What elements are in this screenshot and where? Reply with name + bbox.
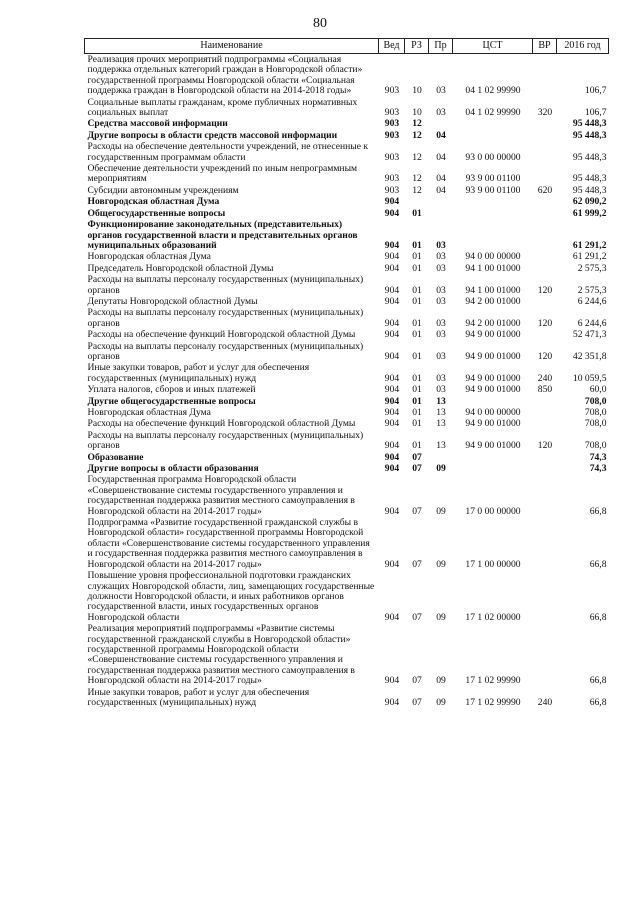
cell-rz: 01: [412, 384, 422, 396]
cell-sum: 95 448,3: [572, 184, 607, 196]
cell-vr: [533, 329, 557, 340]
table-row: [85, 196, 609, 207]
cell-cst: [453, 463, 533, 474]
cell-cst: 17 1 02 99990: [465, 696, 521, 708]
table-body: [85, 54, 609, 709]
cell-vr: [533, 118, 557, 129]
cell-vr: [533, 517, 557, 570]
cell-pr: 09: [436, 611, 446, 623]
cell-cst: [453, 130, 533, 141]
cell-pr: 03: [436, 372, 446, 384]
cell-name: Расходы на обеспечение функций Новгородской областной Думы: [87, 418, 356, 430]
cell-ved: 904: [384, 451, 400, 463]
cell-cst: 17 1 00 00000: [465, 558, 521, 570]
cell-cst: 94 9 00 01000: [465, 372, 521, 384]
cell-cst: 94 9 00 01000: [465, 329, 521, 341]
cell-pr: 03: [436, 384, 446, 396]
cell-name: Уплата налогов, сборов и иных платежей: [87, 384, 256, 396]
cell-pr: [429, 208, 453, 219]
cell-pr: 03: [436, 239, 446, 251]
cell-ved: 903: [384, 129, 400, 141]
cell-ved: 904: [384, 696, 400, 708]
cell-sum: 2 575,3: [577, 284, 607, 296]
cell-pr: 03: [436, 262, 446, 274]
table-row: [85, 118, 609, 129]
cell-rz: 12: [412, 129, 422, 141]
cell-rz: 01: [412, 239, 422, 251]
table-row: [85, 163, 609, 185]
cell-vr: 120: [537, 350, 553, 362]
cell-sum: 62 090,2: [572, 196, 607, 208]
cell-pr: 03: [436, 329, 446, 341]
cell-cst: 04 1 02 99990: [465, 107, 521, 119]
cell-rz: 01: [412, 207, 422, 219]
cell-rz: 07: [412, 611, 422, 623]
cell-sum: 708,0: [584, 407, 607, 418]
cell-cst: 94 1 00 01000: [465, 262, 521, 274]
cell-vr: 120: [537, 317, 553, 329]
cell-sum: 2 575,3: [577, 262, 607, 274]
cell-pr: [429, 196, 453, 207]
cell-sum: 66,8: [589, 558, 607, 570]
cell-ved: 903: [384, 184, 400, 196]
header-name: Наименование: [85, 39, 379, 54]
cell-pr: 03: [436, 85, 446, 97]
cell-ved: 904: [384, 239, 400, 251]
cell-cst: 17 0 00 00000: [465, 505, 521, 517]
cell-ved: 904: [384, 384, 400, 396]
table-row: [85, 341, 609, 363]
cell-ved: 904: [384, 611, 400, 623]
cell-ved: 904: [384, 295, 400, 307]
cell-rz: 10: [412, 85, 422, 97]
cell-rz: 10: [412, 107, 422, 119]
cell-cst: 94 1 00 01000: [465, 284, 521, 296]
cell-cst: [453, 208, 533, 219]
table-row: [85, 219, 609, 251]
cell-vr: [533, 251, 557, 262]
cell-rz: 01: [412, 395, 422, 407]
cell-ved: 904: [384, 675, 400, 687]
cell-ved: 904: [384, 262, 400, 274]
cell-pr: 04: [436, 173, 446, 185]
table-row: [85, 251, 609, 262]
cell-vr: [533, 163, 557, 185]
cell-name: Новгородская областная Дума: [87, 251, 211, 263]
cell-ved: 903: [384, 173, 400, 185]
table-row: [85, 141, 609, 163]
cell-rz: 01: [412, 372, 422, 384]
cell-rz: 01: [412, 418, 422, 430]
cell-ved: 903: [384, 85, 400, 97]
cell-pr: 13: [436, 407, 446, 418]
cell-name: Подпрограмма «Развитие государственной гражданской службы в Новгородской области» государственной программы Новгородской области «Совершенствование системы государственного управления и государственная поддержка развития местного самоуправления в Новгородской области на 2014-2017 годы»: [87, 517, 370, 570]
cell-ved: 904: [384, 558, 400, 570]
cell-name: Депутаты Новгородской областной Думы: [87, 295, 258, 307]
cell-vr: [533, 452, 557, 463]
cell-cst: 17 1 02 99990: [465, 675, 521, 687]
cell-sum: 708,0: [584, 440, 607, 452]
cell-ved: 904: [384, 329, 400, 341]
cell-rz: [405, 196, 429, 207]
cell-vr: [533, 570, 557, 623]
cell-pr: 13: [436, 418, 446, 430]
cell-name: Субсидии автономным учреждениям: [87, 184, 239, 196]
table-row: [85, 329, 609, 340]
table-row: [85, 307, 609, 329]
table-row: [85, 430, 609, 452]
table-row: [85, 687, 609, 709]
cell-cst: 93 9 00 01100: [465, 184, 521, 196]
cell-ved: 903: [384, 151, 400, 163]
cell-rz: 01: [412, 329, 422, 341]
cell-name: Расходы на выплаты персоналу государственных (муниципальных) органов: [87, 429, 364, 452]
cell-name: Расходы на выплаты персоналу государственных (муниципальных) органов: [87, 307, 364, 329]
cell-name: Новгородская областная Дума: [87, 407, 211, 418]
header-pr: Пр: [429, 39, 453, 54]
cell-sum: 66,8: [589, 505, 607, 517]
cell-name: Расходы на обеспечение функций Новгородской областной Думы: [87, 329, 356, 341]
cell-name: Реализация прочих мероприятий подпрограммы «Социальная поддержка отдельных категорий граждан в Новгородской области» государственной программы Новгородской области «Социальная поддержка граждан в Новгородской области на 2014-2018 годы»: [87, 54, 363, 97]
cell-name: Другие общегосударственные вопросы: [87, 395, 256, 407]
cell-rz: 01: [412, 407, 422, 418]
cell-name: Образование: [87, 451, 144, 463]
cell-name: Обеспечение деятельности учреждений по иным непрограммным мероприятиям: [87, 163, 358, 185]
cell-ved: 904: [384, 463, 400, 475]
cell-vr: [533, 54, 557, 97]
table-row: [85, 474, 609, 517]
table-row: [85, 463, 609, 474]
cell-cst: [453, 196, 533, 207]
cell-sum: 708,0: [584, 418, 607, 430]
cell-vr: [533, 474, 557, 517]
table-row: [85, 418, 609, 429]
cell-rz: 07: [412, 451, 422, 463]
cell-pr: 03: [436, 295, 446, 307]
table-row: [85, 623, 609, 686]
cell-cst: 94 9 00 01000: [465, 384, 521, 396]
table-row: [85, 54, 609, 97]
cell-rz: 12: [412, 151, 422, 163]
cell-vr: 120: [537, 440, 553, 452]
cell-cst: 93 0 00 00000: [465, 151, 521, 163]
cell-pr: 03: [436, 284, 446, 296]
cell-ved: 904: [384, 207, 400, 219]
cell-vr: 850: [537, 384, 553, 396]
cell-cst: 93 9 00 01100: [465, 173, 521, 185]
header-sum: 2016 год: [557, 39, 609, 54]
cell-sum: 95 448,3: [572, 129, 607, 141]
table-row: [85, 208, 609, 219]
cell-sum: 61 291,2: [572, 239, 607, 251]
cell-cst: 94 2 00 01000: [465, 295, 521, 307]
cell-name: Другие вопросы в области образования: [87, 463, 259, 475]
cell-ved: 904: [384, 407, 400, 418]
cell-name: Функционирование законодательных (представительных) органов государственной власти и представительных органов муниципальных образований: [87, 219, 358, 251]
table-row: [85, 296, 609, 307]
cell-vr: 240: [537, 372, 553, 384]
cell-pr: 04: [436, 151, 446, 163]
cell-ved: 904: [384, 284, 400, 296]
table-row: [85, 97, 609, 119]
cell-pr: [429, 118, 453, 129]
cell-name: Расходы на выплаты персоналу государственных (муниципальных) органов: [87, 274, 364, 296]
cell-sum: 74,3: [589, 463, 607, 475]
cell-vr: [533, 418, 557, 429]
cell-ved: 904: [384, 372, 400, 384]
cell-pr: 09: [436, 505, 446, 517]
table-row: [85, 185, 609, 196]
cell-vr: [533, 219, 557, 251]
cell-rz: 01: [412, 440, 422, 452]
table-row: [85, 570, 609, 623]
cell-sum: 95 448,3: [572, 151, 607, 163]
table-row: [85, 274, 609, 296]
header-cst: ЦСТ: [453, 39, 533, 54]
cell-cst: 94 9 00 01000: [465, 418, 521, 430]
cell-name: Иные закупки товаров, работ и услуг для обеспечения государственных (муниципальных) нужд: [87, 362, 310, 384]
cell-rz: 01: [412, 295, 422, 307]
cell-vr: [533, 407, 557, 418]
cell-ved: 904: [384, 505, 400, 517]
cell-ved: 904: [384, 317, 400, 329]
cell-cst: [453, 396, 533, 407]
cell-pr: [429, 452, 453, 463]
cell-name: Социальные выплаты гражданам, кроме публичных нормативных социальных выплат: [87, 96, 358, 119]
cell-name: Расходы на обеспечение деятельности учреждений, не отнесенные к государственным программам области: [87, 141, 369, 163]
cell-pr: 09: [436, 675, 446, 687]
cell-sum: 66,8: [589, 611, 607, 623]
cell-sum: 708,0: [584, 395, 607, 407]
cell-rz: 12: [412, 184, 422, 196]
cell-pr: 09: [436, 696, 446, 708]
cell-cst: 94 2 00 01000: [465, 317, 521, 329]
cell-ved: 903: [384, 107, 400, 119]
page-number: 80: [313, 16, 327, 31]
cell-vr: [533, 623, 557, 686]
cell-sum: 66,8: [589, 696, 607, 708]
header-ved: Вед: [379, 39, 405, 54]
cell-name: Государственная программа Новгородской области «Совершенствование системы государственного управления и государственная поддержка развития местного самоуправления в Новгородской области на 2014-2017 годы»: [87, 474, 355, 517]
cell-cst: [453, 452, 533, 463]
cell-sum: 66,8: [589, 675, 607, 687]
cell-rz: 01: [412, 284, 422, 296]
cell-rz: 01: [412, 262, 422, 274]
cell-cst: 94 9 00 01000: [465, 440, 521, 452]
cell-rz: 12: [412, 173, 422, 185]
cell-pr: 04: [436, 129, 446, 141]
cell-sum: 95 448,3: [572, 118, 607, 130]
cell-name: Расходы на выплаты персоналу государственных (муниципальных) органов: [87, 340, 364, 362]
cell-ved: 904: [384, 350, 400, 362]
cell-sum: 74,3: [589, 451, 607, 463]
cell-rz: 01: [412, 350, 422, 362]
cell-vr: 120: [537, 284, 553, 296]
table-row: [85, 362, 609, 384]
cell-name: Повышение уровня профессиональной подготовки гражданских служащих Новгородской области, лиц, замещающих государственные должности Новгородской области, и иных работников органов государственной власти, иных государственных органов Новгородской области: [87, 570, 375, 623]
cell-pr: 03: [436, 317, 446, 329]
cell-rz: 07: [412, 505, 422, 517]
cell-name: Председатель Новгородской областной Думы: [87, 262, 274, 274]
cell-ved: 904: [384, 418, 400, 430]
cell-vr: [533, 263, 557, 274]
cell-sum: 42 351,8: [572, 350, 607, 362]
cell-sum: 106,7: [584, 85, 607, 97]
cell-name: Иные закупки товаров, работ и услуг для обеспечения государственных (муниципальных) нужд: [87, 686, 310, 708]
cell-vr: [533, 141, 557, 163]
cell-pr: 03: [436, 107, 446, 119]
cell-ved: 904: [384, 440, 400, 452]
cell-vr: 320: [537, 107, 553, 119]
cell-vr: [533, 130, 557, 141]
cell-cst: 94 0 00 00000: [465, 407, 521, 418]
cell-pr: 09: [436, 463, 446, 475]
cell-cst: 94 0 00 00000: [465, 251, 521, 263]
cell-rz: 12: [412, 118, 422, 130]
cell-ved: 904: [384, 196, 400, 208]
cell-sum: 106,7: [584, 107, 607, 119]
table-row: [85, 384, 609, 395]
table-row: [85, 130, 609, 141]
cell-vr: 620: [537, 184, 553, 196]
cell-rz: 01: [412, 317, 422, 329]
cell-cst: [453, 219, 533, 251]
table-header: [85, 39, 609, 54]
cell-sum: 61 999,2: [572, 207, 607, 219]
cell-rz: 07: [412, 463, 422, 475]
table-row: [85, 452, 609, 463]
cell-sum: 60,0: [589, 384, 607, 396]
cell-name: Средства массовой информации: [87, 118, 228, 130]
budget-table: [84, 38, 609, 708]
cell-vr: [533, 196, 557, 207]
table-row: [85, 396, 609, 407]
header-vr: ВР: [533, 39, 557, 54]
cell-sum: 6 244,6: [577, 295, 607, 307]
cell-name: Новгородская областная Дума: [87, 196, 220, 208]
table-row: [85, 263, 609, 274]
cell-sum: 10 059,5: [572, 372, 607, 384]
cell-vr: [533, 208, 557, 219]
table-row: [85, 407, 609, 418]
cell-rz: 07: [412, 558, 422, 570]
table-row: [85, 517, 609, 570]
cell-sum: 6 244,6: [577, 317, 607, 329]
cell-vr: [533, 396, 557, 407]
cell-name: Другие вопросы в области средств массовой информации: [87, 129, 338, 141]
cell-pr: 03: [436, 251, 446, 263]
cell-rz: 07: [412, 675, 422, 687]
cell-vr: [533, 296, 557, 307]
cell-cst: 04 1 02 99990: [465, 85, 521, 97]
cell-ved: 904: [384, 251, 400, 263]
cell-sum: 61 291,2: [572, 251, 607, 263]
cell-ved: 903: [384, 118, 400, 130]
cell-cst: 17 1 02 00000: [465, 611, 521, 623]
cell-vr: [533, 463, 557, 474]
cell-name: Общегосударственные вопросы: [87, 207, 226, 219]
cell-pr: 13: [436, 395, 446, 407]
cell-vr: 240: [537, 696, 553, 708]
cell-pr: 09: [436, 558, 446, 570]
cell-name: Реализация мероприятий подпрограммы «Развитие системы государственной гражданской службы в Новгородской области» государственной программы Новгородской области «Совершенствование системы государственного управления и государственная поддержка развития местного самоуправления в Новгородской области на 2014-2017 годы»: [87, 623, 355, 687]
header-rz: РЗ: [405, 39, 429, 54]
cell-sum: 95 448,3: [572, 173, 607, 185]
cell-sum: 52 471,3: [572, 329, 607, 341]
cell-ved: 904: [384, 395, 400, 407]
cell-cst: 94 9 00 01000: [465, 350, 521, 362]
cell-cst: [453, 118, 533, 129]
cell-pr: 13: [436, 440, 446, 452]
cell-pr: 04: [436, 184, 446, 196]
cell-rz: 07: [412, 696, 422, 708]
cell-pr: 03: [436, 350, 446, 362]
cell-rz: 01: [412, 251, 422, 263]
